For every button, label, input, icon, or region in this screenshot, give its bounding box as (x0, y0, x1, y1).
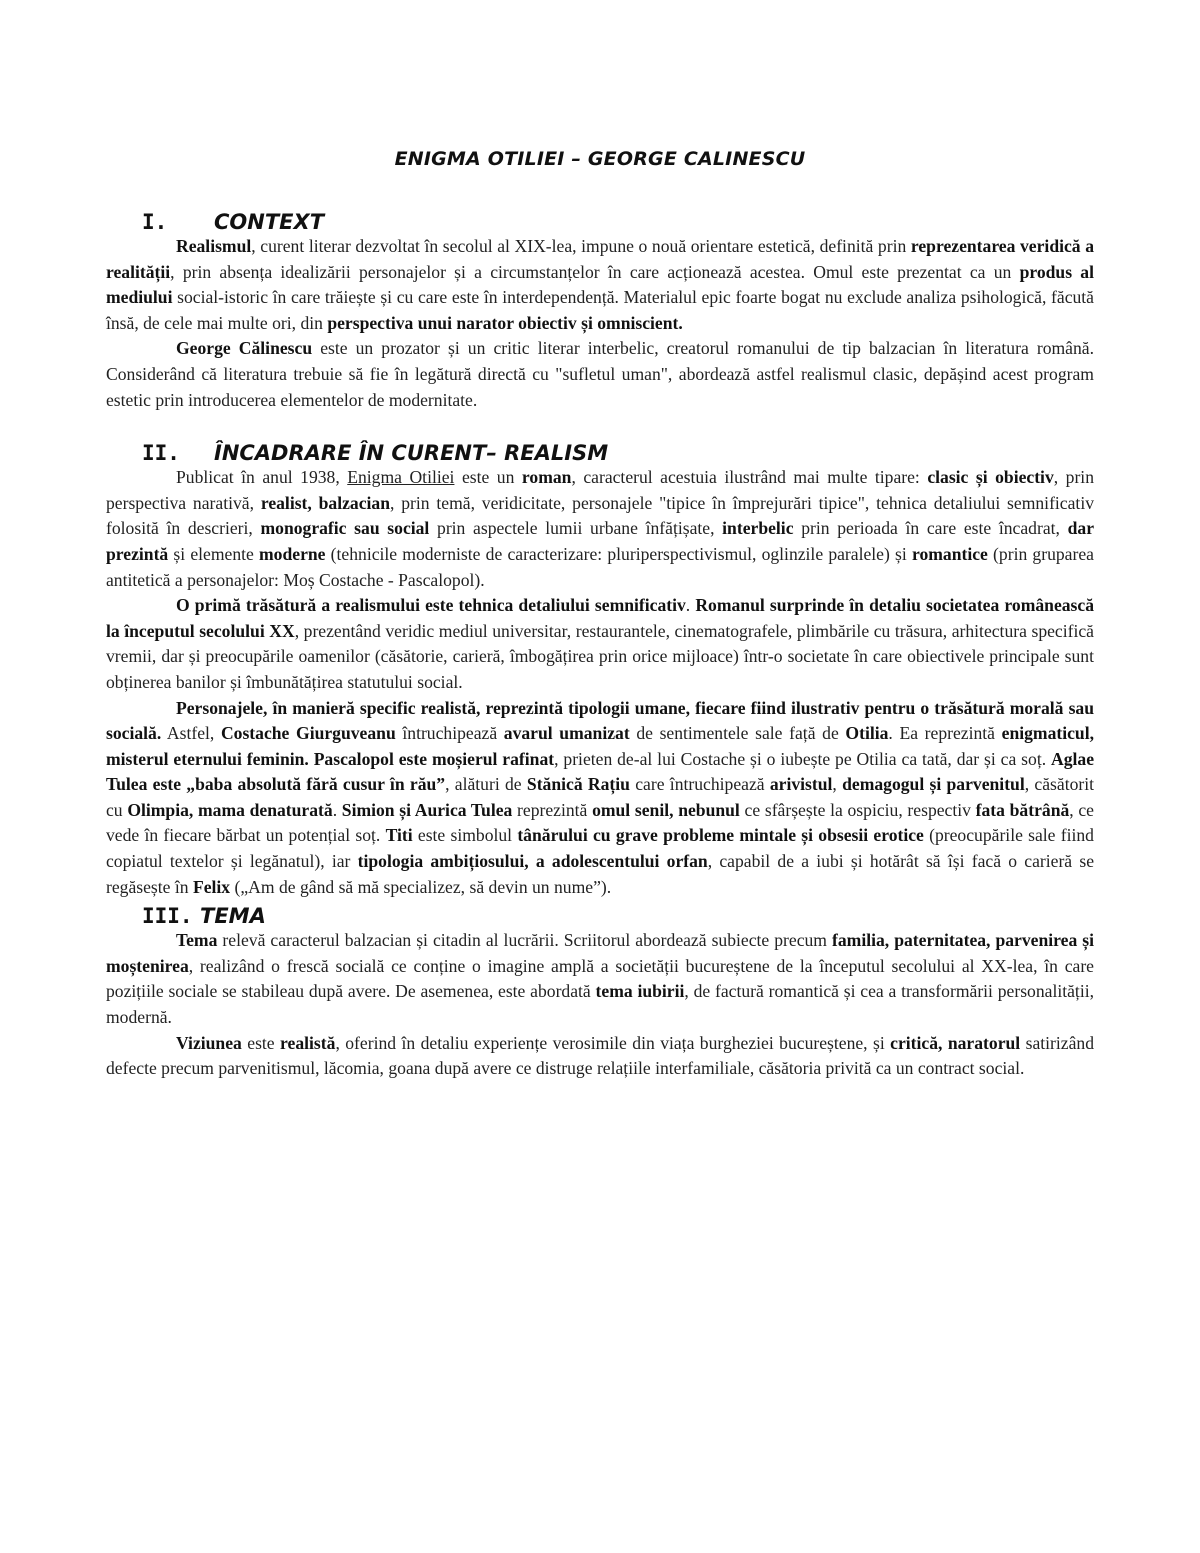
bold-run: tema iubirii (595, 981, 685, 1002)
text-run: , curent literar dezvoltat în secolul al XIX-lea, impune o nouă orientare estetică, definită prin (251, 236, 911, 256)
text-run: , căsătorit cu (106, 774, 1095, 820)
bold-run: Tema (176, 930, 218, 951)
text-run: este (241, 1032, 281, 1053)
bold-run: Simion și Aurica Tulea (341, 799, 513, 820)
text-run: , de factură romantică și cea a transformării personalității, modernă. (106, 981, 1094, 1028)
bold-run: romantice (911, 543, 988, 564)
bold-run: omul senil, nebunul (592, 799, 740, 820)
bold-run: Titi (385, 825, 413, 846)
bold-run: O primă trăsătură a realismului este tehnica detaliului semnificativ (176, 595, 686, 616)
bold-run: Stănică Rațiu (526, 774, 630, 795)
bold-run: Costache Giurguveanu (220, 723, 396, 744)
text-run: , oferind în detaliu experiențe verosimile din viața burgheziei bucureștene, și (335, 1032, 891, 1053)
text-run: și elemente (168, 543, 260, 564)
bold-run: dar prezintă (106, 518, 1095, 564)
bold-run: realist, balzacian (260, 492, 390, 513)
text-run: . (332, 799, 342, 820)
bold-run: roman (521, 467, 572, 488)
bold-run: familia, paternitatea, parvenirea și moștenirea (106, 930, 1094, 976)
bold-run: tânărului cu grave probleme mintale și obsesii erotice (517, 825, 924, 846)
text-run: prin perioada în care este încadrat, (793, 518, 1068, 539)
bold-run: Olimpia, mama denaturată (127, 799, 333, 820)
paragraph (106, 336, 1094, 413)
bold-run: Felix (192, 876, 231, 897)
section-number: I. (142, 210, 168, 234)
paragraph (106, 234, 1094, 336)
text-run: este un prozator și un critic literar interbelic, creatorul romanului de tip balzacian în literatura română. Considerând că literatura trebuie să fie în legătură directă cu "sufletul uman", abordează astfel realismul clasic, depășind acest program estetic prin introducerea elementelor de modernitate. (106, 338, 1094, 410)
text-run: întruchipează (395, 723, 504, 744)
text-run: este un (454, 467, 522, 488)
text-run: este simbolul (412, 825, 518, 846)
section-title: ÎNCADRARE ÎN CURENT– REALISM (214, 441, 609, 466)
bold-run: tipologia ambițiosului, a adolescentului orfan (357, 851, 708, 872)
bold-run: clasic și obiectiv (927, 467, 1054, 488)
bold-run: interbelic (722, 518, 794, 539)
text-run: social-istoric în care trăiește și cu care este în interdependență. Materialul epic foarte bogat nu exclude analiza psihologică, făcută însă, de cele mai multe ori, din (106, 287, 1094, 333)
text-run: prin aspectele lumii urbane înfățișate, (429, 518, 723, 539)
bold-run: arivistul (769, 774, 833, 795)
text-run: (prin gruparea antitetică a personajelor: Moș Costache - Pascalopol). (106, 543, 1094, 590)
section-tema (106, 904, 1094, 1082)
section-heading (106, 210, 1094, 234)
bold-run: moderne (259, 543, 326, 564)
bold-run: critică, naratorul (890, 1032, 1021, 1053)
text-run: care întruchipează (629, 774, 770, 795)
text-run: , realizând o frescă socială ce conține o imagine amplă a societății bucureștene de la începutul secolului al XX-lea, în care pozițiile sociale se stabileau după avere. De asemenea, este abordată (106, 955, 1094, 1002)
section-incadrare (106, 441, 1094, 900)
text-run: Astfel, (161, 723, 221, 744)
text-run: satirizând defecte precum parvenitismul, lăcomia, goana după avere ce distruge relațiile interfamiliale, căsătoria privită ca un contract social. (106, 1032, 1095, 1079)
bold-run: monografic sau social (260, 518, 430, 539)
text-run: relevă caracterul balzacian și citadin al lucrării. Scriitorul abordează subiecte precum (217, 930, 833, 951)
text-run: Publicat în anul 1938, (176, 467, 348, 488)
bold-run: George Călinescu (176, 338, 313, 359)
text-run: , prin perspectiva narativă, (106, 467, 1094, 513)
text-run: . Ea reprezintă (888, 723, 1002, 744)
document-page (106, 140, 1094, 1082)
bold-run: realistă (280, 1032, 336, 1053)
section-title: CONTEXT (214, 210, 325, 234)
bold-run: enigmaticul, misterul eternului feminin. Pascalopol este moșierul rafinat (106, 723, 1094, 769)
document-title: ENIGMA OTILIEI – GEORGE CALINESCU (394, 148, 806, 170)
text-run: , alături de (445, 774, 527, 795)
section-title: TEMA (200, 904, 266, 929)
underlined-title: Enigma Otiliei (347, 467, 455, 488)
paragraph (106, 465, 1094, 593)
text-run: , prieten de-al lui Costache și o iubește pe Otilia ca tată, dar și ca soț. (554, 748, 1051, 769)
bold-run: Realismul (176, 236, 252, 256)
text-run: , prin absența idealizării personajelor și a circumstanțelor în care acționează acestea. Omul este prezentat ca un (170, 261, 1020, 282)
bold-run: reprezentarea veridică a realității (106, 236, 1094, 282)
text-run: de sentimentele sale față de (629, 723, 846, 744)
text-run: , caracterul acestuia ilustrând mai multe tipare: (571, 467, 928, 488)
section-heading (106, 441, 1094, 465)
text-run: („Am de gând să mă specializez, să devin un nume”). (230, 876, 612, 897)
bold-run: perspectiva unui narator obiectiv și omniscient. (327, 312, 683, 333)
text-run: , ce vede în fiecare bărbat un potențial soț. (106, 799, 1094, 846)
text-run: , capabil de a iubi și hotărât să își facă o carieră se regăsește în (106, 851, 1095, 897)
text-run: ce sfârșește la ospiciu, respectiv (739, 799, 976, 820)
bold-run: Viziunea (176, 1032, 242, 1053)
bold-run: demagogul și parvenitul (842, 774, 1025, 795)
section-number: III. (142, 904, 193, 929)
text-run: reprezintă (512, 799, 593, 820)
paragraph (106, 593, 1094, 695)
text-run: , prin temă, veridicitate, personajele "tipice în împrejurări tipice", tehnica detaliului semnificativ folosită în descrieri, (106, 492, 1095, 539)
bold-run: produs al mediului (106, 261, 1094, 308)
bold-run: Otilia (845, 723, 889, 744)
text-run: , (832, 774, 843, 795)
paragraph (106, 928, 1094, 1030)
paragraph (106, 696, 1094, 901)
bold-run: Romanul surprinde în detaliu societatea românească la începutul secolului XX (106, 595, 1094, 641)
text-run: , prezentând veridic mediul universitar, restaurantele, cinematografele, plimbările cu trăsura, arhitectura specifică vremii, dar și preocupările oamenilor (căsătorie, carieră, îmbogățirea prin orice mijloace) într-o societate în care obiectivele principale sunt obținerea banilor și îmbunătățirea statutului social. (106, 620, 1094, 692)
text-run: (tehnicile moderniste de caracterizare: pluriperspectivismul, oglinzile paralele) și (325, 543, 912, 564)
bold-run: Personajele, în manieră specific realistă, reprezintă tipologii umane, fiecare fiind ilustrativ pentru o trăsătură morală sau socială. (106, 697, 1094, 744)
text-run: . (685, 595, 696, 616)
bold-run: fata bătrână (975, 799, 1070, 820)
section-heading (106, 904, 1094, 928)
bold-run: Aglae Tulea este „baba absolută fără cusur în rău” (106, 748, 1094, 795)
text-run: (preocupările sale fiind copiatul textelor și legănatul), iar (106, 825, 1094, 872)
section-number: II. (142, 441, 180, 466)
paragraph (106, 1031, 1094, 1082)
bold-run: avarul umanizat (503, 723, 630, 744)
section-context (106, 210, 1094, 413)
